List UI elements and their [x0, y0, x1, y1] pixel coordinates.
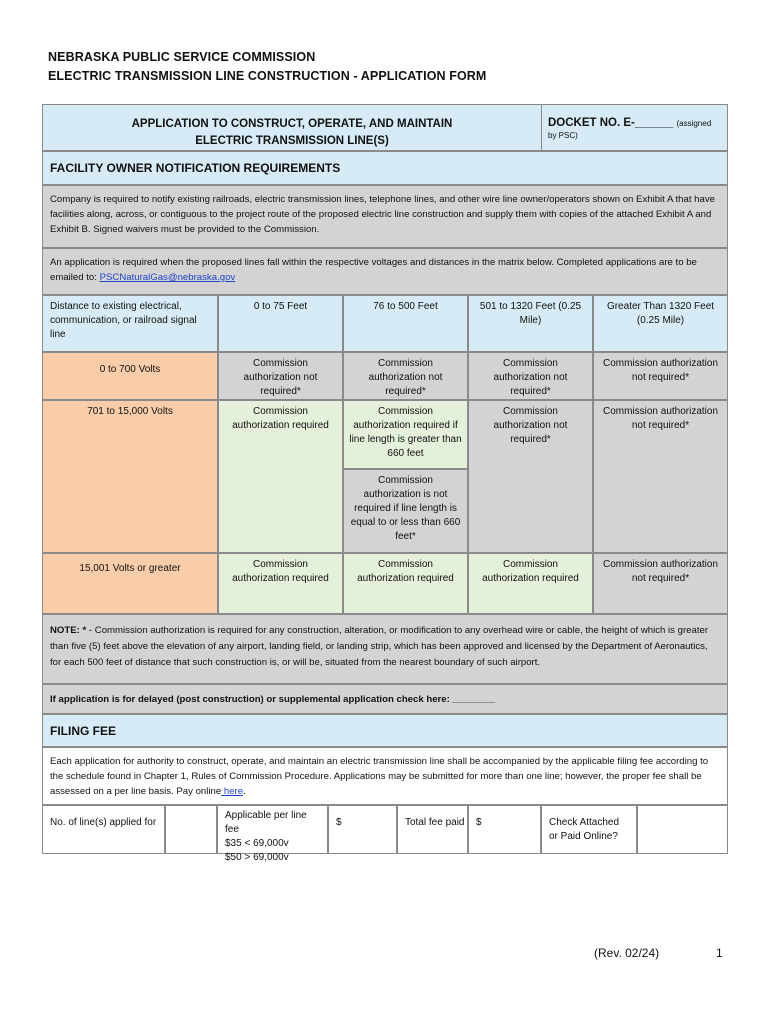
revision-date: (Rev. 02/24): [594, 946, 660, 960]
per-line-fee-input[interactable]: $: [328, 805, 397, 854]
row2-cell-2-greater: Commission authorization required if line length is greater than 660 feet: [343, 400, 468, 469]
pay-online-link[interactable]: here: [221, 786, 244, 797]
note-cell: [42, 614, 728, 684]
email-instruction: An application is required when the proposed lines fall within the respective voltages and distances in the matrix below. Completed applications are to be emailed to:: [50, 257, 697, 283]
row1-cell-3: Commission authorization not required*: [468, 352, 593, 400]
total-fee-label: Total fee paid: [397, 805, 468, 854]
row3-cell-1: Commission authorization required: [218, 553, 343, 614]
column-header-0-75: 0 to 75 Feet: [218, 295, 343, 352]
row2-cell-2-less: Commission authorization is not required if line length is equal to or less than 660 feet*: [343, 469, 468, 553]
fee-schedule-cell: [217, 805, 328, 863]
row1-cell-4: Commission authorization not required*: [593, 352, 728, 400]
docket-by-psc: by PSC): [548, 131, 578, 140]
filing-fee-text: [42, 747, 728, 805]
row3-cell-4: Commission authorization not required*: [593, 553, 728, 614]
matrix-corner-label: Distance to existing electrical, communication, or railroad signal line: [42, 295, 218, 352]
fee-schedule-under: $35 < 69,000v: [225, 838, 289, 849]
check-attached-input[interactable]: [637, 805, 728, 854]
lines-applied-input[interactable]: [165, 805, 217, 854]
header-line-2: ELECTRIC TRANSMISSION LINE CONSTRUCTION - APPLICATION FORM: [48, 69, 487, 83]
form-title-cell: [42, 104, 542, 151]
email-link[interactable]: PSCNaturalGas@nebraska.gov: [99, 272, 236, 283]
row1-cell-1: Commission authorization not required*: [218, 352, 343, 400]
note-text: - Commission authorization is required for any construction, alteration, or modification to any overhead wire or cable, the height of which is greater than five (5) feet above the elevation of any airport, landing field, or landing strip, which has been approved and licensed by the Department of Aeronautics, for each 500 feet of distance that such construction is, or will be, situated from the nearest boundary of such airport.: [50, 625, 709, 668]
total-fee-input[interactable]: $: [468, 805, 541, 854]
row3-cell-2: Commission authorization required: [343, 553, 468, 614]
row2-cell-1: Commission authorization required: [218, 400, 343, 553]
filing-fee-heading: FILING FEE: [42, 714, 728, 747]
facility-paragraph-2: [42, 248, 728, 295]
column-header-76-500: 76 to 500 Feet: [343, 295, 468, 352]
row-label-0-700: 0 to 700 Volts: [42, 352, 218, 400]
fee-schedule-label: Applicable per line fee: [225, 810, 307, 835]
header-line-1: NEBRASKA PUBLIC SERVICE COMMISSION: [48, 50, 316, 64]
fee-schedule-over: $50 > 69,000v: [225, 852, 289, 863]
facility-heading: FACILITY OWNER NOTIFICATION REQUIREMENTS: [42, 151, 728, 185]
check-attached-label: Check Attached or Paid Online?: [541, 805, 637, 854]
row1-cell-2: Commission authorization not required*: [343, 352, 468, 400]
column-header-over-1320: Greater Than 1320 Feet (0.25 Mile): [593, 295, 728, 352]
docket-cell: [541, 104, 728, 151]
row3-cell-3: Commission authorization required: [468, 553, 593, 614]
row-label-701-15000: 701 to 15,000 Volts: [42, 400, 218, 553]
row2-cell-3: Commission authorization not required*: [468, 400, 593, 553]
docket-number: DOCKET NO. E-______: [548, 117, 674, 129]
docket-assigned-note: (assigned: [676, 119, 712, 128]
filing-fee-period: .: [243, 786, 246, 797]
lines-applied-label: No. of line(s) applied for: [42, 805, 165, 854]
delayed-application-check[interactable]: If application is for delayed (post construction) or supplemental application check here: ________: [42, 684, 728, 714]
facility-paragraph-1: Company is required to notify existing railroads, electric transmission lines, telephone lines, and other wire line owner/operators shown on Exhibit A that have facilities along, across, or contiguous to the project route of the proposed electric line construction and supply them with copies of the attached Exhibit A and Exhibit B. Signed waivers must be provided to the Commission.: [42, 185, 728, 248]
row-label-15001-plus: 15,001 Volts or greater: [42, 553, 218, 614]
form-title-line-2: ELECTRIC TRANSMISSION LINE(S): [195, 135, 389, 147]
filing-fee-paragraph: Each application for authority to construct, operate, and maintain an electric transmission line shall be accompanied by the applicable filing fee according to the schedule found in Chapter 1, Rules of Commission Procedure. Applications may be submitted for more than one line; however, the proper fee shall be assessed on a per line basis. Pay online: [50, 756, 709, 797]
column-header-501-1320: 501 to 1320 Feet (0.25 Mile): [468, 295, 593, 352]
note-label: NOTE: *: [50, 625, 87, 636]
form-title-line-1: APPLICATION TO CONSTRUCT, OPERATE, AND MAINTAIN: [131, 118, 453, 130]
page-number: 1: [716, 946, 723, 960]
row2-cell-4: Commission authorization not required*: [593, 400, 728, 553]
